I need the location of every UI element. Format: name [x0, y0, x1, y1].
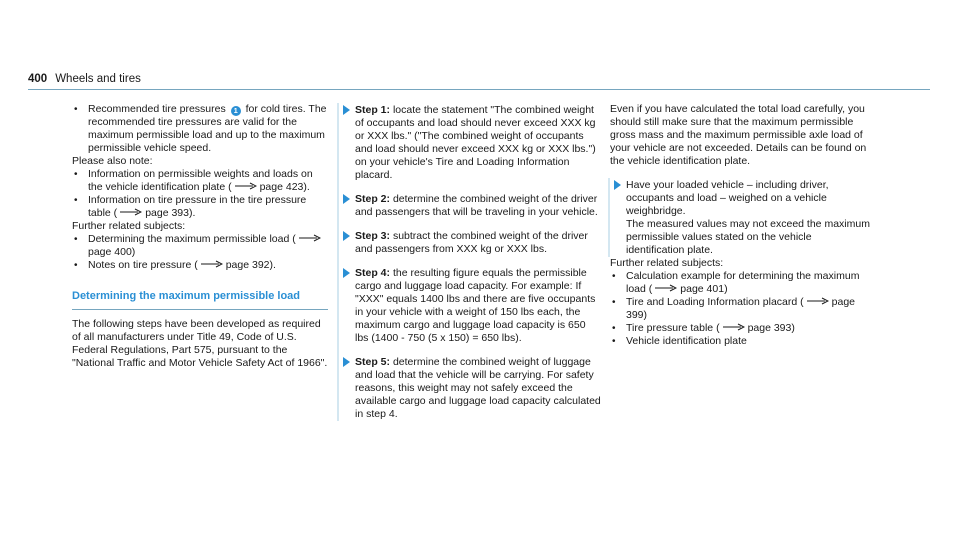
section-heading: Determining the maximum permissible load: [72, 290, 328, 310]
list-item: • Determining the maximum permissible load ( page 400): [72, 233, 328, 259]
further-label: Further related subjects:: [72, 220, 186, 232]
page-title: Wheels and tires: [55, 73, 141, 85]
further-label: Further related subjects:: [610, 257, 724, 269]
list-item: • Vehicle identification plate: [610, 335, 872, 348]
step-arrow-icon: [343, 105, 350, 115]
step-arrow-icon: [343, 357, 350, 367]
page-ref-link[interactable]: page 423: [259, 181, 304, 193]
page-ref-link[interactable]: page 400: [88, 246, 132, 258]
page-ref-arrow-icon: [807, 297, 829, 305]
section-text: The following steps have been developed as required of all manufacturers under Title 49, Code of U.S. Federal Regulations, Part 575, pursuant to the "National Traffic and Motor Vehicle Safety Act of 1966".: [72, 318, 328, 369]
list-item: • Notes on tire pressure ( page 392).: [72, 259, 328, 272]
page-ref-link[interactable]: page 392: [225, 259, 270, 271]
step-5: Step 5: determine the combined weight of luggage and load that the vehicle will be carrying. For safety reasons, this weight may not safely exceed the available cargo and luggage load capacity calculated in step 4.: [337, 355, 601, 421]
page-ref-link[interactable]: page 393: [747, 322, 792, 334]
page-ref-arrow-icon: [723, 323, 745, 331]
step-2: Step 2: determine the combined weight of the driver and passengers that will be traveling in your vehicle.: [337, 192, 601, 219]
column-1: [72, 103, 328, 370]
step-1: Step 1: locate the statement "The combined weight of occupants and load should never exceed XXX kg or XXX lbs." ("The combined weight of occupants and load should never exceed XXX kg or XXX lbs.") on your vehicle's Tire and Loading Information placard.: [337, 103, 601, 182]
step-4: Step 4: the resulting figure equals the permissible cargo and luggage load capacity. For example: If "XXX" equals 1400 lbs and there are five occupants in your vehicle with a weight of 150 lbs each, the maximum cargo and luggage load capacity is 650 lbs (1400 - 750 (5 x 150) = 650 lbs).: [337, 266, 601, 345]
step-arrow-icon: [343, 231, 350, 241]
page-ref-link[interactable]: page 399: [626, 296, 855, 321]
page-ref-arrow-icon: [299, 234, 321, 242]
step-weigh: Have your loaded vehicle – including driver, occupants and load – weighed on a vehicle weighbridge. The measured values may not exceed the maximum permissible values stated on the vehicle identification plate.: [608, 178, 872, 257]
list-item: • Information on permissible weights and loads on the vehicle identification plate ( page 423).: [72, 168, 328, 194]
page-ref-link[interactable]: page 401: [680, 283, 725, 295]
intro-text: Even if you have calculated the total load carefully, you should still make sure that the maximum permissible gross mass and the maximum permissible axle load of your vehicle are not exceeded. Details can be found on the vehicle identification plate.: [610, 103, 867, 167]
list-item: • Recommended tire pressures 1 for cold tires. The recommended tire pressures are valid for the maximum permissible load and up to the maximum permissible vehicle speed.: [72, 103, 328, 155]
list-item: • Information on tire pressure in the tire pressure table ( page 393).: [72, 194, 328, 220]
page-ref-arrow-icon: [201, 260, 223, 268]
list-item: • Tire and Loading Information placard ( page 399): [610, 296, 872, 322]
step-arrow-icon: [343, 268, 350, 278]
callout-badge: 1: [231, 106, 241, 116]
list-item: • Calculation example for determining the maximum load ( page 401): [610, 270, 872, 296]
header-rule: [28, 89, 930, 90]
column-2: [339, 103, 601, 421]
page-ref-arrow-icon: [120, 208, 142, 216]
page-ref-link[interactable]: page 393: [145, 207, 189, 219]
step-arrow-icon: [614, 180, 621, 190]
page-ref-arrow-icon: [655, 284, 677, 292]
page-number: 400: [28, 73, 48, 85]
note-label: Please also note:: [72, 155, 153, 167]
column-3: [610, 103, 872, 348]
list-item: • Tire pressure table ( page 393): [610, 322, 872, 335]
page-ref-arrow-icon: [235, 182, 257, 190]
step-arrow-icon: [343, 194, 350, 204]
step-3: Step 3: subtract the combined weight of the driver and passengers from XXX kg or XXX lbs.: [337, 229, 601, 256]
